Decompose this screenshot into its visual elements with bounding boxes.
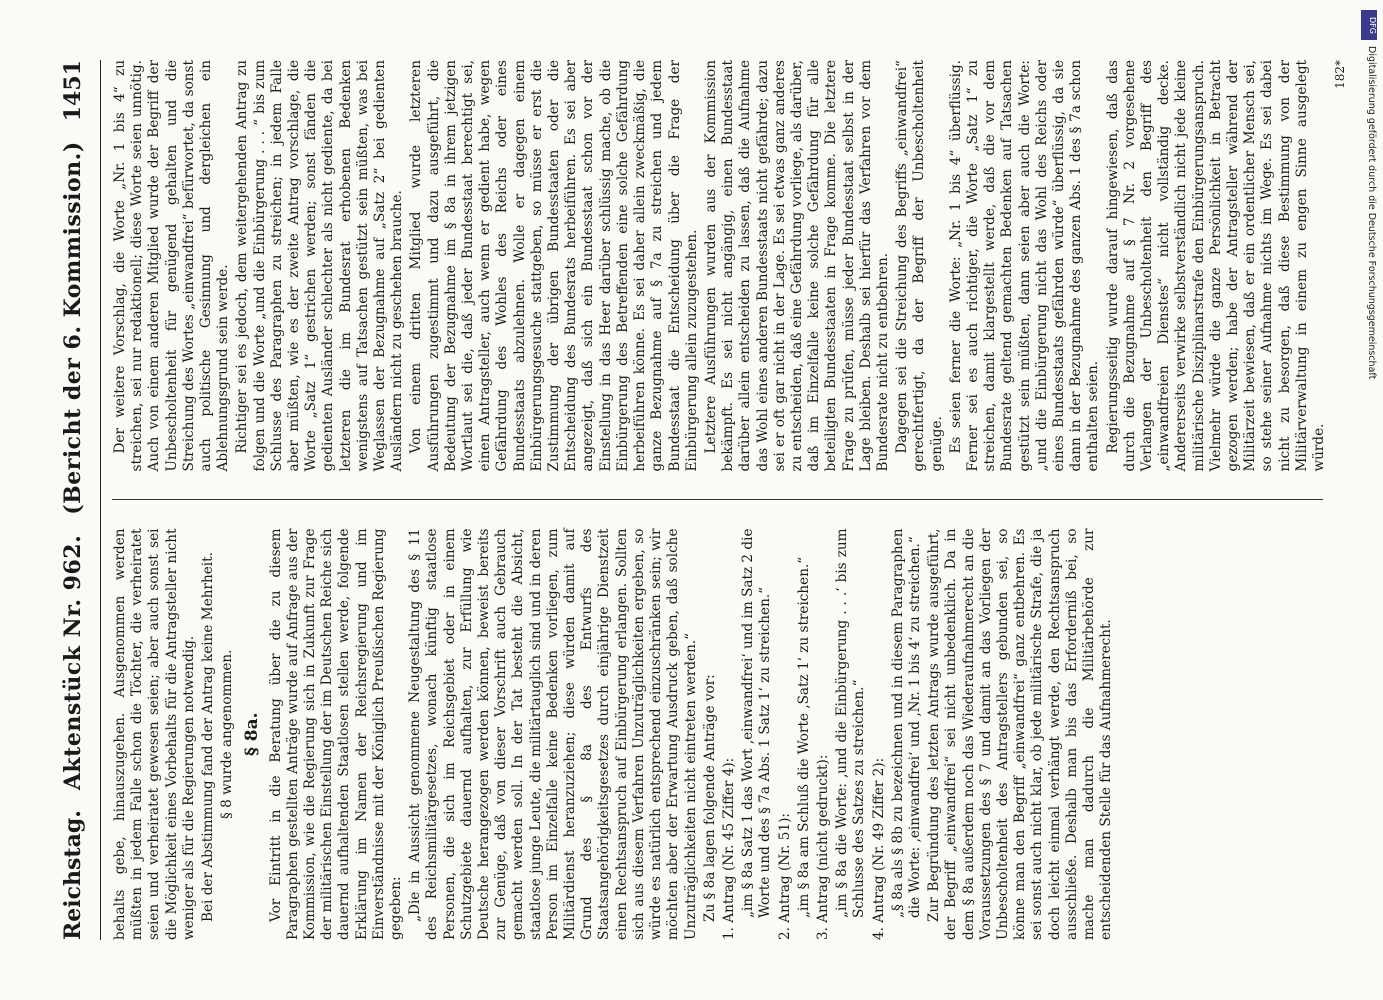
paragraph: Regierungsseitig wurde darauf hingewiesen, daß das durch die Bezugnahme auf § 7 Nr. 2 vorgesehene Verlangen der Unbescholtenheit den Begriff des „einwandfreien Dienstes“ nicht vollständig decke. Andererseits verwirke selbstverständlich nicht jede kleine militärische Disziplinarstrafe den Einbürgerungsanspruch. Vielmehr würde die ganze Persönlichkeit in Betracht gezogen werden; habe der Antragsteller während der Militärzeit bewiesen, daß er ein ordentlicher Mensch sei, so stehe seiner Aufnahme nichts im Wege. Es sei dabei nicht zu besorgen, daß diese Bestimmung von der Militärverwaltung in einem zu engen Sinne ausgelegt würde. [1104,60,1328,472]
section-heading: § 8a. [242,712,263,757]
motion-text: „§ 8a als § 8b zu bezeichnen und in diesem Paragraphen die Worte: ‚einwandfrei‘ und ‚Nr. 1 bis 4‘ zu streichen.“ [889,528,923,918]
header-title: Aktenstück Nr. 962. [60,534,86,791]
paragraph: Bei der Abstimmung fand der Antrag keine Mehrheit. [200,552,217,922]
paragraph: Zu § 8a lagen folgende Anträge vor: [701,674,718,922]
digitization-credit: Digitalisierung gefördert durch die Deutsche Forschungsgemeinschaft [1366,46,1377,380]
paragraph: Der weitere Vorschlag, die Worte „Nr. 1 bis 4“ zu streichen, sei nur redaktionell; diese Worte seien unnötig. Auch von einem anderen Mitglied wurde der Begriff der Unbescholtenheit für genügend gehalten und die Streichung des Wortes „einwandfrei“ befürwortet, da sonst auch politische Gesinnung und dergleichen ein Ablehnungsgrund sein werde. [112,60,232,472]
digitization-sidebar [1361,10,1377,990]
quote-paragraph: „Die in Aussicht genommene Neugestaltung des § 11 des Reichsmilitärgesetzes, wonach künftig staatlose Personen, die sich im Reichsgebiet oder in einem Schutzgebiete dauernd aufhalten, zur Erfüllung wie Deutsche herangezogen werden können, beweist bereits zur Genüge, daß von dieser Vorschrift auch Gebrauch gemacht werden soll. In der Tat besteht die Absicht, staatlose junge Leute, die militärtauglich sind und in deren Person im Einzelfalle keine Bedenken vorliegen, zum Militärdienst heranzuziehen; diese würden damit auf Grund des § 8a des Entwurfs des Staatsangehörigkeitsgesetzes durch einjährige Dienstzeit einen Rechtsanspruch auf Einbürgerung erlangen. Sollten sich aus diesem Verfahren Unzuträglichkeiten ergeben, so würde es natürlich entsprechend einzuschränken sein; wir möchten aber der Erwartung Ausdruck geben, daß solche Unzuträglichkeiten nicht eintreten werden.“ [407,528,699,940]
header-left: Reichstag. [60,810,86,940]
left-column [112,529,1323,941]
paragraph: § 8 wurde angenommen. [219,649,236,819]
column-divider [112,500,1323,501]
motion-text: „im § 8a am Schluß die Worte ‚Satz 1‘ zu streichen.“ [795,556,812,918]
paragraph: Richtiger sei es jedoch, dem weitergehenden Antrag zu folgen und die Worte „und die Einbürgerung . . . “ bis zum Schlusse des Paragraphen zu streichen; in jedem Falle aber müßten, wie es der zweite Antrag vorschlage, die Worte „Satz 1“ gestrichen werden; sonst fänden die gedienten Ausländer schlechter als nicht gediente, da bei letzteren die im Bundesrat erhobenen Bedenken wenigstens auf Tatsachen gestützt sein müßten, was bei Weglassen der Bezugnahme auf „Satz 2“ bei gedienten Ausländern nicht zu geschehen brauche. [234,60,406,472]
paragraph: Vor Eintritt in die Beratung über die zu diesem Paragraphen gestellten Anträge wurde auf Anfrage aus der Kommission, wie die Regierung sich in Zukunft zur Frage der militärischen Einstellung der im Deutschen Reiche sich dauernd aufhaltenden Staatlosen stellen werde, folgende Erklärung im Namen der Reichsregierung und im Einverständnisse mit der Königlich Preußischen Regierung gegeben: [267,528,405,940]
right-column [112,60,1328,472]
paragraph: Es seien ferner die Worte: „Nr. 1 bis 4“ überflüssig. Ferner sei es auch richtiger, die Worte „Satz 1“ zu streichen, damit klargestellt werde, daß die vor dem Bundesrate geltend gemachten Bedenken auf Tatsachen gestützt sein müßten, dann seien aber auch die Worte: „und die Einbürgerung nicht das Wohl des Reichs oder eines Bundesstaats gefährden würde“ überflüssig, da sie dann in der Bezugnahme des ganzen Abs. 1 des § 7a schon enthalten seien. [947,60,1102,472]
motion-text: „im § 8a Satz 1 das Wort ‚einwandfrei‘ und im Satz 2 die Worte und des § 7a Abs. 1 Satz 1‘ zu streichen.“ [740,528,774,918]
signature-mark: 182* [1333,60,1347,89]
motion-text: „im § 8a die Worte: ‚und die Einbürgerung . . .‘ bis zum Schlusse des Satzes zu streichen.“ [834,528,868,918]
paragraph: Dagegen sei die Streichung des Begriffs „einwandfrei“ gerechtfertigt, da der Begriff der Unbescholtenheit genüge. [894,60,945,472]
motion-label: 1. Antrag (Nr. 45 Ziffer 4): [720,757,737,940]
page-header [60,60,101,940]
paragraph: Letztere Ausführungen wurden aus der Kommission bekämpft. Es sei nicht angängig, einen Bundesstaat darüber allein entscheiden zu lassen, daß die Aufnahme das Wohl eines anderen Bundesstaats nicht gefährde; dazu sei er oft gar nicht in der Lage. Es sei etwas ganz anderes zu entscheiden, daß eine Gefährdung vorliege, als darüber, daß im Einzelfalle keine solche Gefährdung für alle beteiligten Bundesstaaten in Frage komme. Die letztere Frage zu prüfen, müsse jeder Bundesstaat selbst in der Lage bleiben. Deshalb sei hierfür das Verfahren vor dem Bundesrate nicht zu entbehren. [702,60,891,472]
paragraph: Von einem dritten Mitglied wurde letzteren Ausführungen zugestimmt und dazu ausgeführt, die Bedeutung der Bezugnahme im § 8a in ihrem jetzigen Wortlaut sei die, daß jeder Bundesstaat berechtigt sei, einen Antragsteller, auch wenn er gedient habe, wegen Gefährdung des Wohles des Reichs oder eines Bundesstaats abzulehnen. Wolle er dagegen einem Einbürgerungsgesuche stattgeben, so müsse er erst die Zustimmung der übrigen Bundesstaaten oder die Entscheidung des Bundesrats herbeiführen. Es sei aber angezeigt, daß sich ein Bundesstaat schon vor der Einstellung in das Heer darüber schlüssig mache, ob die Einbürgerung des Betreffenden eine solche Gefährdung herbeiführen könne. Es sei daher allein zweckmäßig, die ganze Bezugnahme auf § 7a zu streichen und jedem Bundesstaat die Entscheidung über die Frage der Einbürgerung allein zuzugestehen. [408,60,700,472]
text-columns [112,60,1328,940]
motion-label: 4. Antrag (Nr. 49 Ziffer 2): [870,757,887,940]
paragraph: behalts gebe, hinauszugehen. Ausgenommen werden müßten in jedem Falle schon die Töchter, die verheiratet seien und verheiratet gewesen seien; aber auch sonst sei die Möglichkeit eines Vorbehalts für die Antragsteller nicht weniger als für die Regierungen notwendig. [112,528,197,940]
motion-label: 2. Antrag (Nr. 51): [776,813,793,940]
paragraph: Zur Begründung des letzten Antrags wurde ausgeführt, der Begriff „einwandfrei“ sei nicht unbedenklich. Da in dem § 8a außerdem noch das Wiederaufnahmerecht an die Voraussetzungen des § 7 und damit an das Vorliegen der Unbescholtenheit des Antragstellers gebunden sei, so könne man den Begriff „einwandfrei“ ganz entbehren. Es sei sonst auch nicht klar, ob jede militärische Strafe, die ja doch leicht einmal verhängt werde, den Rechtsanspruch ausschließe. Deshalb man bis das Erforderniß bei, so mache man dadurch die Militärbehörde zur entscheidenden Stelle für das Aufnahmerecht. [926,528,1115,940]
dfg-logo-icon: DFG [1361,10,1377,40]
motion-label: 3. Antrag (nicht gedruckt): [814,754,831,940]
header-bericht: (Bericht der 6. Kommission.) [60,141,86,515]
page-number: 1451 [60,60,86,122]
